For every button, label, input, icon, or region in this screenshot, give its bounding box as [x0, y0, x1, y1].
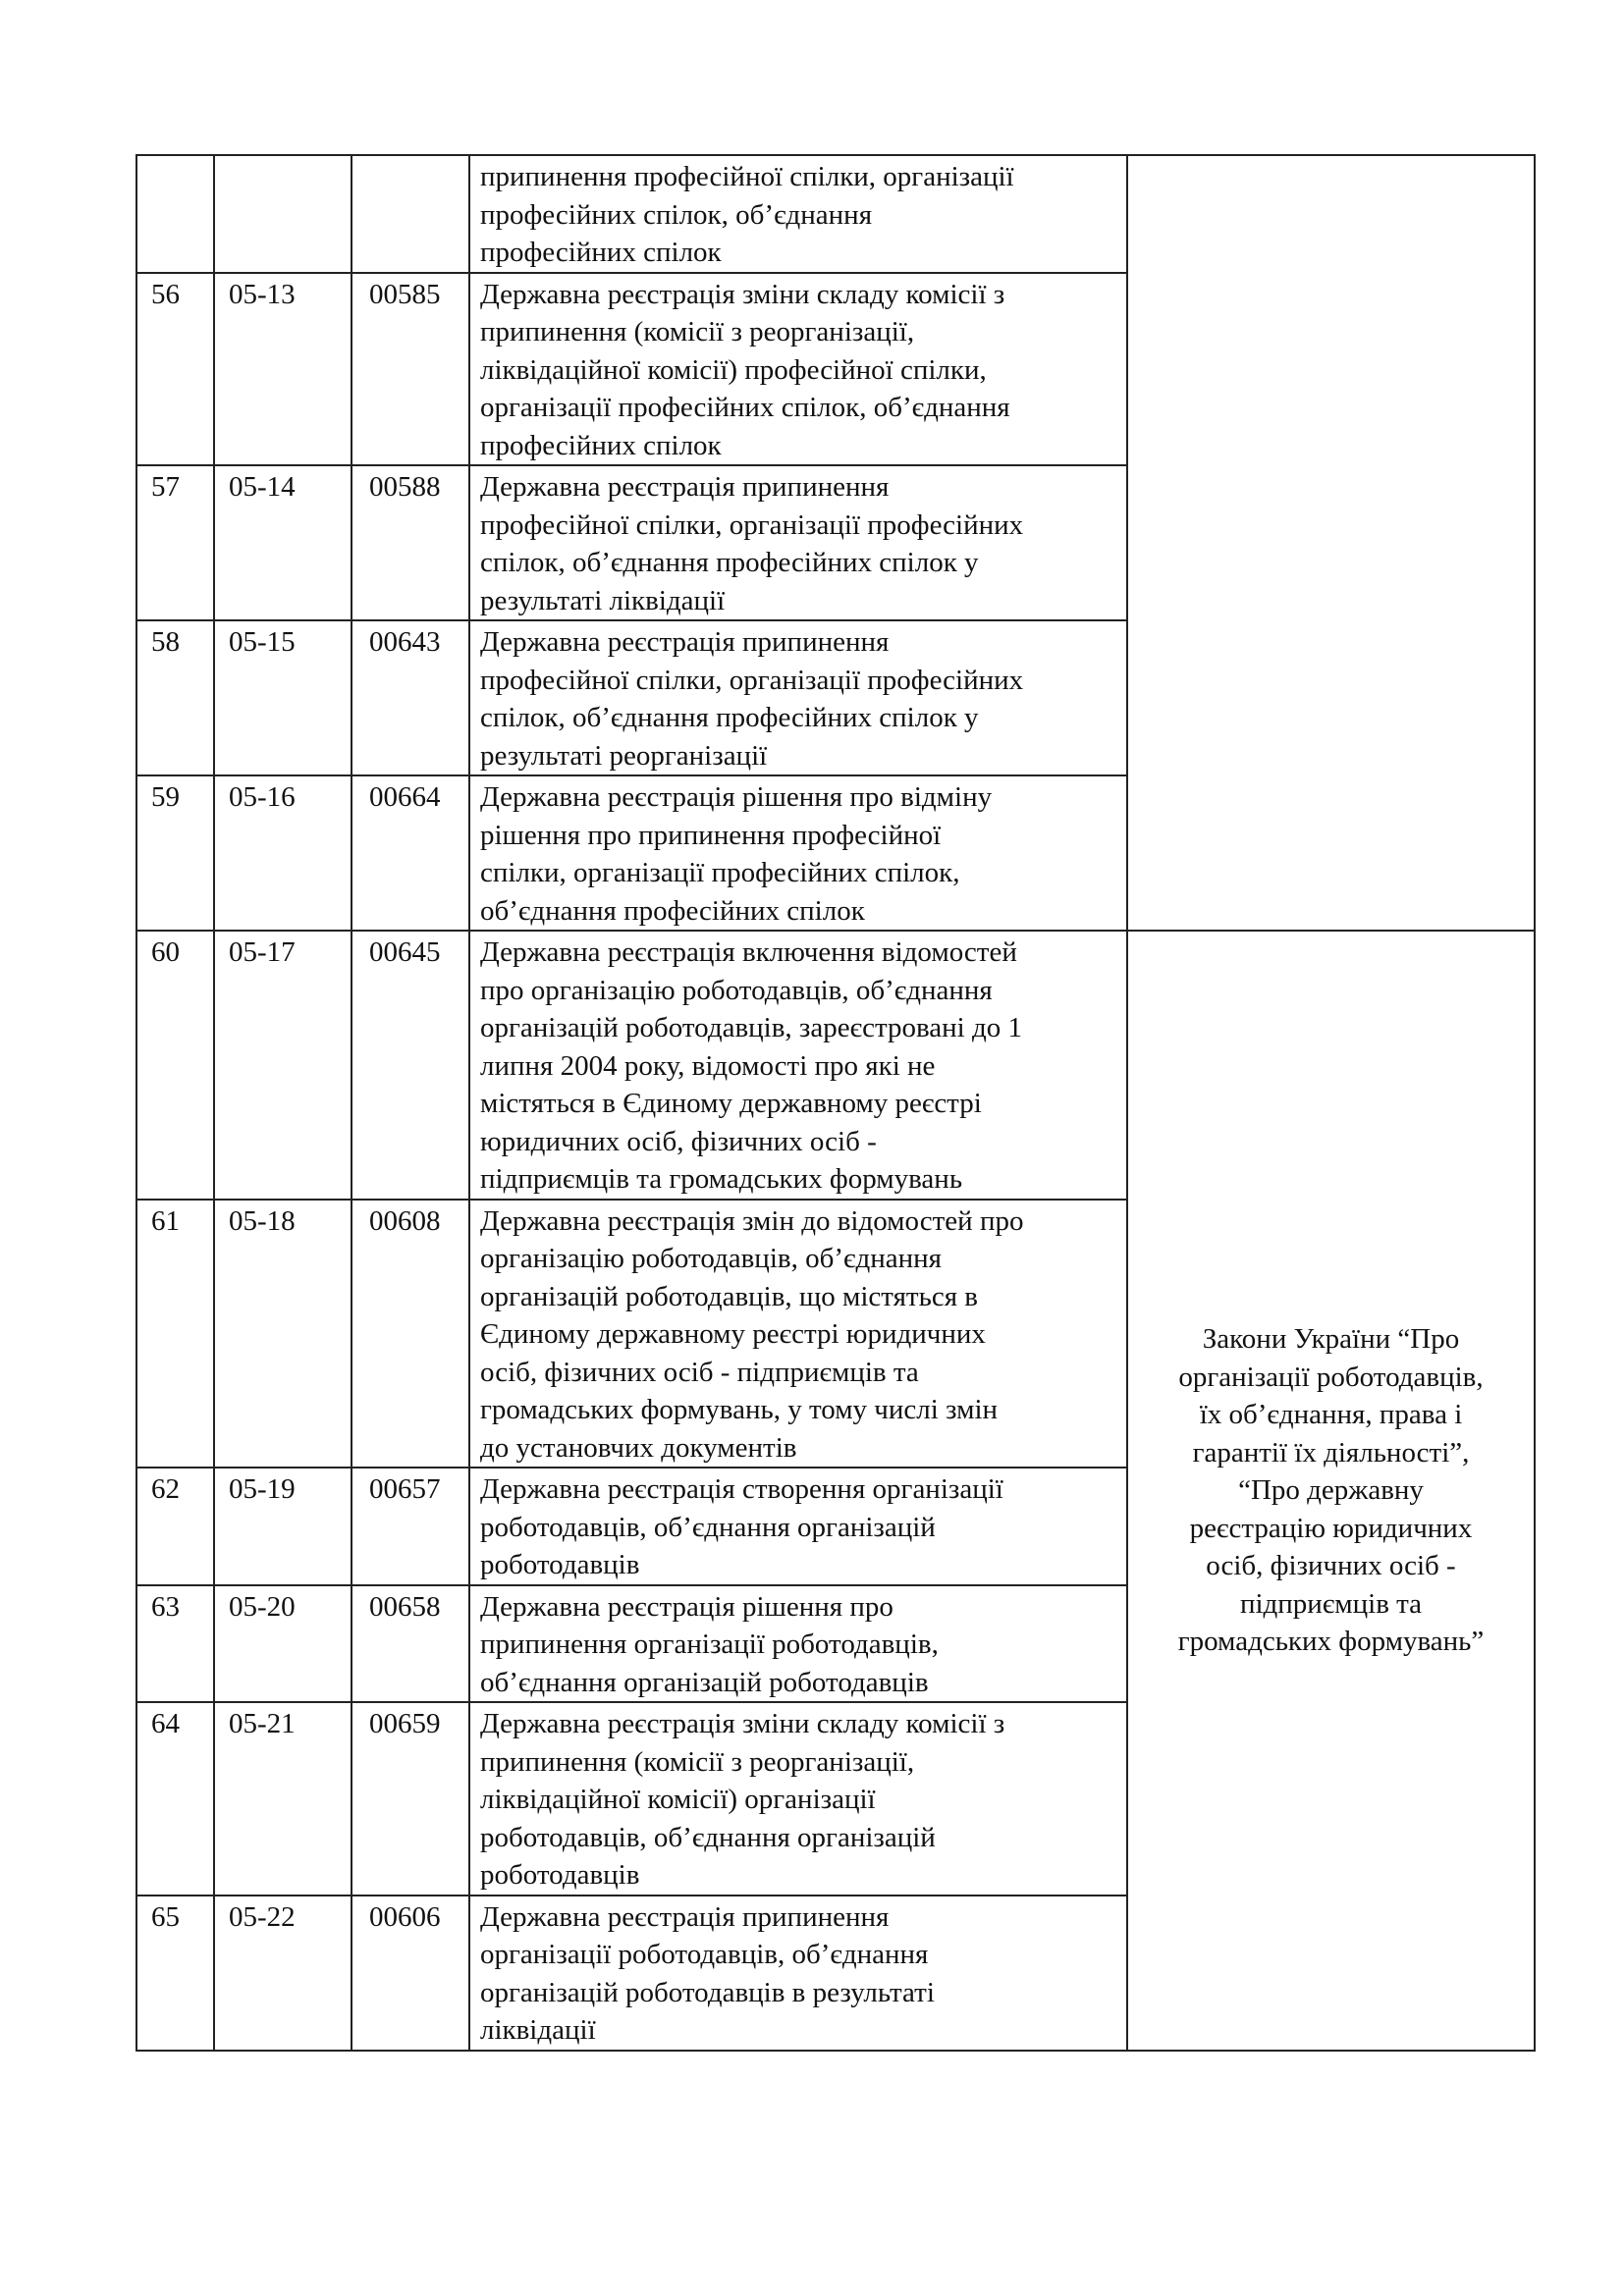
- row-code: 05-18: [214, 1200, 352, 1468]
- row-number: [136, 155, 214, 273]
- row-description: [469, 1468, 1127, 1585]
- row-service-id: 00645: [352, 931, 469, 1200]
- row-service-id: 00588: [352, 465, 469, 620]
- row-code: 05-16: [214, 775, 352, 931]
- description-line: об’єднання професійних спілок: [480, 894, 865, 927]
- description-line: професійних спілок: [480, 429, 722, 461]
- row-service-id: 00658: [352, 1585, 469, 1703]
- row-number: 65: [136, 1896, 214, 2051]
- row-description: [469, 931, 1127, 1200]
- row-number: 57: [136, 465, 214, 620]
- description-line: Державна реєстрація включення відомостей: [480, 936, 1017, 968]
- row-number: 60: [136, 931, 214, 1200]
- description-line: про організацію роботодавців, об’єднання: [480, 974, 993, 1006]
- row-description: [469, 775, 1127, 931]
- description-line: осіб, фізичних осіб - підприємців та: [480, 1356, 919, 1388]
- description-line: Державна реєстрація припинення: [480, 471, 890, 503]
- row-service-id: 00664: [352, 775, 469, 931]
- description-line: юридичних осіб, фізичних осіб -: [480, 1125, 877, 1157]
- row-service-id: 00608: [352, 1200, 469, 1468]
- table-row: [136, 931, 1535, 1200]
- description-line: Державна реєстрація створення організації: [480, 1473, 1003, 1505]
- row-number: 59: [136, 775, 214, 931]
- row-number: 64: [136, 1702, 214, 1896]
- description-line: спілок, об’єднання професійних спілок у: [480, 702, 979, 733]
- description-line: організацій роботодавців, що містяться в: [480, 1280, 978, 1312]
- description-line: містяться в Єдиному державному реєстрі: [480, 1088, 982, 1119]
- row-description: [469, 273, 1127, 466]
- description-line: Державна реєстрація припинення: [480, 626, 890, 658]
- description-line: результаті ліквідації: [480, 584, 726, 616]
- description-line: роботодавців: [480, 1549, 640, 1580]
- legal-basis-line: громадських формувань”: [1177, 1626, 1485, 1657]
- row-service-id: 00643: [352, 620, 469, 775]
- row-code: 05-22: [214, 1896, 352, 2051]
- description-line: професійної спілки, організації професійних: [480, 664, 1024, 696]
- description-line: роботодавців, об’єднання організацій: [480, 1511, 936, 1543]
- description-line: об’єднання організацій роботодавців: [480, 1666, 929, 1698]
- description-line: Державна реєстрація рішення про: [480, 1590, 893, 1623]
- row-code: 05-19: [214, 1468, 352, 1585]
- description-line: Державна реєстрація припинення: [480, 1900, 890, 1933]
- row-description: [469, 1585, 1127, 1703]
- description-line: роботодавців: [480, 1859, 640, 1891]
- row-description: [469, 465, 1127, 620]
- description-line: припинення (комісії з реорганізації,: [480, 1745, 915, 1778]
- description-line: громадських формувань, у тому числі змін: [480, 1394, 999, 1425]
- legal-basis-line: Закони України “Про: [1202, 1323, 1460, 1355]
- row-number: 61: [136, 1200, 214, 1468]
- description-line: спілок, об’єднання професійних спілок у: [480, 547, 979, 578]
- row-service-id: 00606: [352, 1896, 469, 2051]
- legal-basis-cell: [1127, 155, 1535, 931]
- description-line: професійної спілки, організації професійних: [480, 508, 1024, 541]
- row-number: 63: [136, 1585, 214, 1703]
- description-line: припинення організації роботодавців,: [480, 1629, 939, 1660]
- row-code: 05-14: [214, 465, 352, 620]
- table-row: [136, 155, 1535, 273]
- row-service-id: 00657: [352, 1468, 469, 1585]
- legal-basis-line: їх об’єднання, права і: [1199, 1399, 1463, 1430]
- row-code: 05-20: [214, 1585, 352, 1703]
- legal-basis-line: реєстрацію юридичних: [1189, 1512, 1473, 1544]
- description-line: ліквідації: [480, 2014, 596, 2046]
- description-line: ліквідаційної комісії) професійної спілки,: [480, 353, 987, 386]
- description-line: організації професійних спілок, об’єднання: [480, 392, 1010, 423]
- row-code: 05-15: [214, 620, 352, 775]
- description-line: Державна реєстрація зміни складу комісії з: [480, 278, 1005, 310]
- legal-basis-cell: [1127, 931, 1535, 2051]
- row-number: 62: [136, 1468, 214, 1585]
- legal-basis-line: підприємців та: [1239, 1587, 1423, 1620]
- description-line: Державна реєстрація зміни складу комісії з: [480, 1708, 1005, 1739]
- legal-basis-line: організації роботодавців,: [1178, 1361, 1484, 1393]
- row-code: 05-17: [214, 931, 352, 1200]
- description-line: до установчих документів: [480, 1431, 797, 1464]
- description-line: Єдиному державному реєстрі юридичних: [480, 1318, 986, 1350]
- description-line: Державна реєстрація рішення про відміну: [480, 781, 993, 813]
- description-line: липня 2004 року, відомості про які не: [480, 1049, 936, 1082]
- description-line: роботодавців, об’єднання організацій: [480, 1821, 936, 1853]
- description-line: Державна реєстрація змін до відомостей про: [480, 1204, 1024, 1237]
- services-table: [135, 154, 1536, 2052]
- row-description: [469, 155, 1127, 273]
- description-line: професійних спілок, об’єднання: [480, 198, 873, 231]
- description-line: рішення про припинення професійної: [480, 819, 942, 851]
- description-line: припинення професійної спілки, організації: [480, 161, 1014, 192]
- description-line: припинення (комісії з реорганізації,: [480, 316, 915, 347]
- row-description: [469, 1200, 1127, 1468]
- table-body: [136, 155, 1535, 2051]
- legal-basis-line: “Про державну: [1238, 1474, 1424, 1506]
- legal-basis-line: осіб, фізичних осіб -: [1206, 1550, 1456, 1581]
- description-line: організацій роботодавців в результаті: [480, 1976, 935, 2008]
- row-code: [214, 155, 352, 273]
- row-code: 05-21: [214, 1702, 352, 1896]
- description-line: ліквідаційної комісії) організації: [480, 1784, 876, 1815]
- row-service-id: [352, 155, 469, 273]
- row-service-id: 00659: [352, 1702, 469, 1896]
- description-line: спілки, організації професійних спілок,: [480, 857, 960, 888]
- row-description: [469, 620, 1127, 775]
- description-line: підприємців та громадських формувань: [480, 1163, 963, 1195]
- row-description: [469, 1896, 1127, 2051]
- description-line: організацію роботодавців, об’єднання: [480, 1243, 942, 1274]
- description-line: організації роботодавців, об’єднання: [480, 1939, 929, 1970]
- row-code: 05-13: [214, 273, 352, 466]
- description-line: професійних спілок: [480, 237, 722, 268]
- legal-basis-line: гарантії їх діяльності”,: [1192, 1436, 1470, 1468]
- description-line: результаті реорганізації: [480, 739, 768, 772]
- row-number: 58: [136, 620, 214, 775]
- description-line: організацій роботодавців, зареєстровані до 1: [480, 1012, 1022, 1043]
- row-number: 56: [136, 273, 214, 466]
- row-service-id: 00585: [352, 273, 469, 466]
- row-description: [469, 1702, 1127, 1896]
